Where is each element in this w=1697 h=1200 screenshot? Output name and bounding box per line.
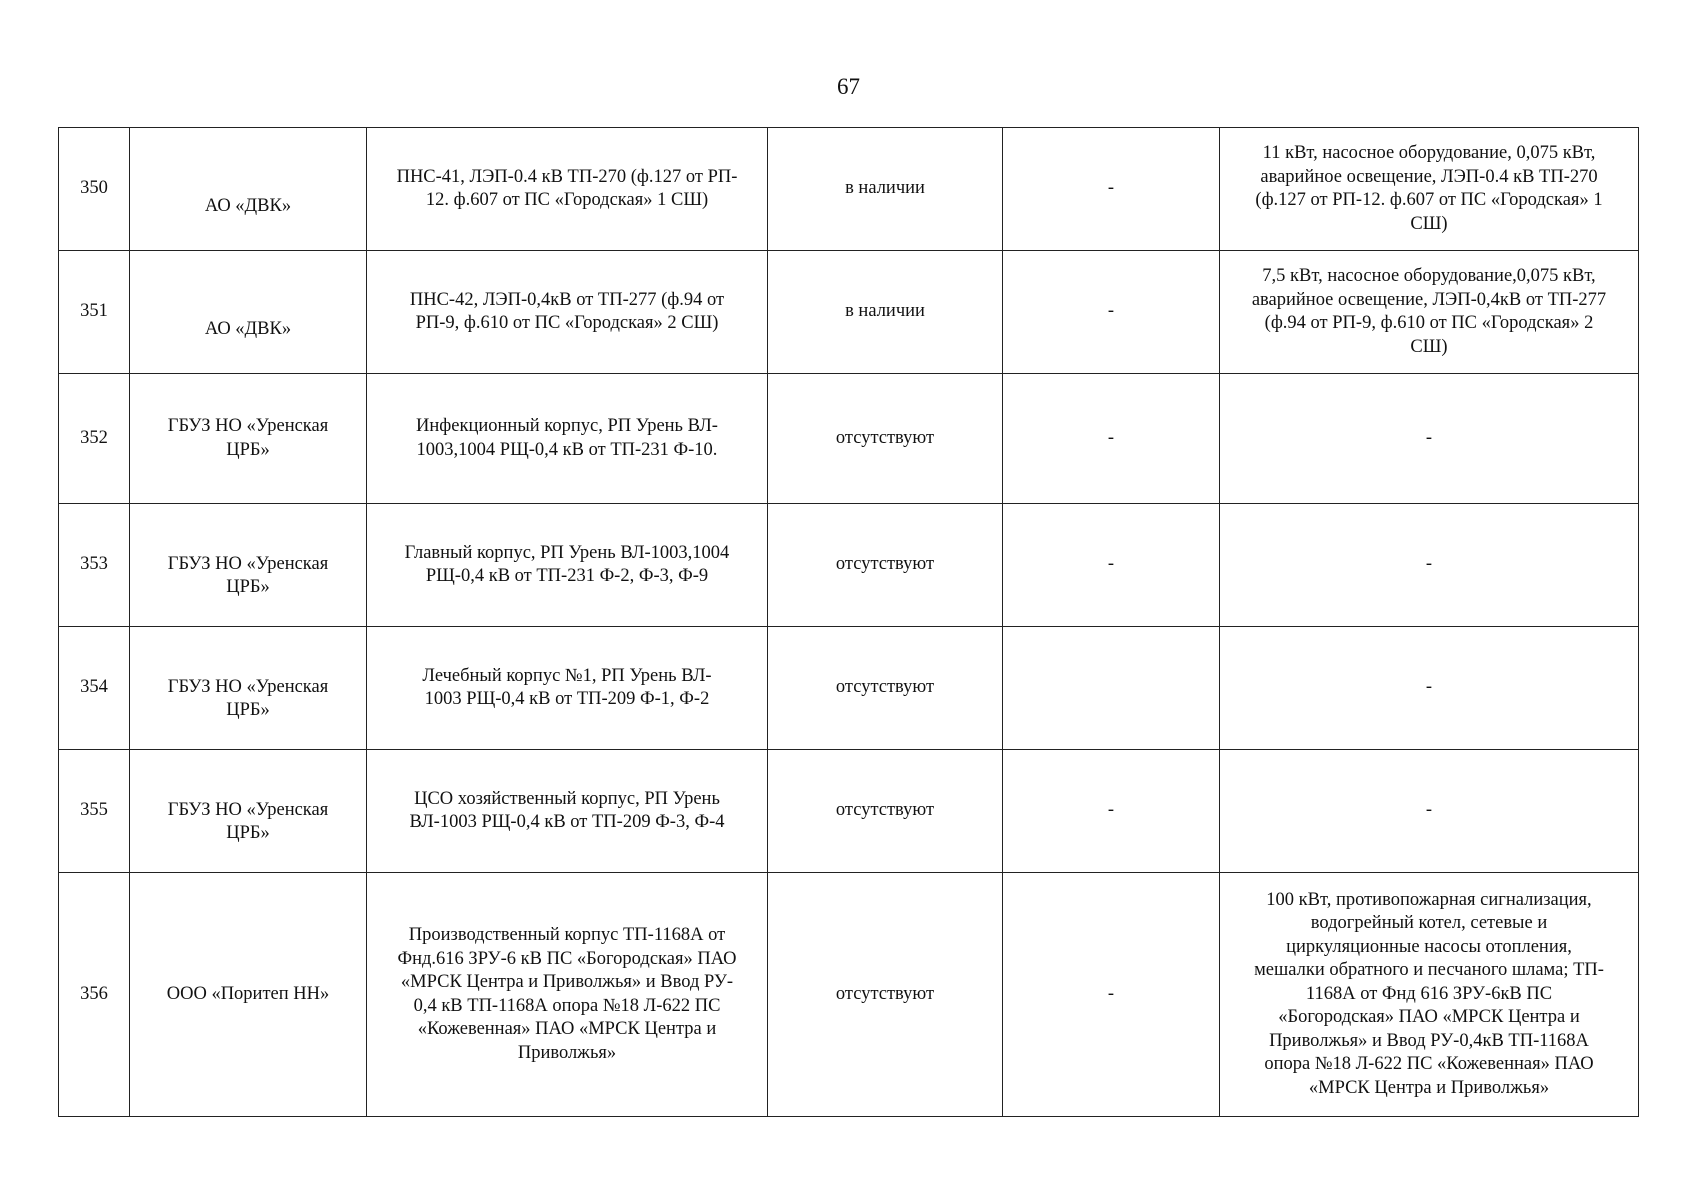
organization-cell: ГБУЗ НО «Уренская ЦРБ» xyxy=(130,750,367,873)
availability-cell: отсутствуют xyxy=(768,627,1003,750)
column-5-cell: - xyxy=(1003,251,1220,374)
column-5-cell: - xyxy=(1003,374,1220,504)
details-cell: 7,5 кВт, насосное оборудование,0,075 кВт, аварийное освещение, ЛЭП-0,4кВ от ТП-277 (ф.94 от РП-9, ф.610 от ПС «Городская» 2 СШ) xyxy=(1220,251,1639,374)
table-row xyxy=(59,374,1639,504)
availability-cell: отсутствуют xyxy=(768,374,1003,504)
table-row xyxy=(59,873,1639,1117)
object-cell: Главный корпус, РП Урень ВЛ-1003,1004 РЩ-0,4 кВ от ТП-231 Ф-2, Ф-3, Ф-9 xyxy=(367,504,768,627)
data-table xyxy=(58,127,1639,1117)
details-cell: - xyxy=(1220,504,1639,627)
row-number-cell: 356 xyxy=(59,873,130,1117)
table-row xyxy=(59,504,1639,627)
object-cell: Производственный корпус ТП-1168А от Фнд.616 ЗРУ-6 кВ ПС «Богородская» ПАО «МРСК Центра и Приволжья» и Ввод РУ- 0,4 кВ ТП-1168А опора №18 Л-622 ПС «Кожевенная» ПАО «МРСК Центра и Приволжья» xyxy=(367,873,768,1117)
table-row xyxy=(59,128,1639,251)
object-cell: ЦСО хозяйственный корпус, РП Урень ВЛ-1003 РЩ-0,4 кВ от ТП-209 Ф-3, Ф-4 xyxy=(367,750,768,873)
row-number-cell: 350 xyxy=(59,128,130,251)
column-5-cell: - xyxy=(1003,750,1220,873)
row-number-cell: 355 xyxy=(59,750,130,873)
object-cell: Лечебный корпус №1, РП Урень ВЛ- 1003 РЩ-0,4 кВ от ТП-209 Ф-1, Ф-2 xyxy=(367,627,768,750)
organization-cell: АО «ДВК» xyxy=(130,251,367,374)
details-cell: - xyxy=(1220,374,1639,504)
availability-cell: отсутствуют xyxy=(768,504,1003,627)
details-cell: - xyxy=(1220,750,1639,873)
row-number-cell: 354 xyxy=(59,627,130,750)
page-number: 67 xyxy=(837,74,860,99)
organization-cell: ГБУЗ НО «Уренская ЦРБ» xyxy=(130,374,367,504)
organization-cell: ООО «Поритеп НН» xyxy=(130,873,367,1117)
details-cell: 11 кВт, насосное оборудование, 0,075 кВт, аварийное освещение, ЛЭП-0.4 кВ ТП-270 (ф.127 от РП-12. ф.607 от ПС «Городская» 1 СШ) xyxy=(1220,128,1639,251)
details-cell: - xyxy=(1220,627,1639,750)
object-cell: Инфекционный корпус, РП Урень ВЛ- 1003,1004 РЩ-0,4 кВ от ТП-231 Ф-10. xyxy=(367,374,768,504)
object-cell: ПНС-41, ЛЭП-0.4 кВ ТП-270 (ф.127 от РП- 12. ф.607 от ПС «Городская» 1 СШ) xyxy=(367,128,768,251)
column-5-cell: - xyxy=(1003,504,1220,627)
table-row xyxy=(59,750,1639,873)
table-row xyxy=(59,251,1639,374)
availability-cell: отсутствуют xyxy=(768,873,1003,1117)
object-cell: ПНС-42, ЛЭП-0,4кВ от ТП-277 (ф.94 от РП-9, ф.610 от ПС «Городская» 2 СШ) xyxy=(367,251,768,374)
column-5-cell xyxy=(1003,627,1220,750)
row-number-cell: 353 xyxy=(59,504,130,627)
availability-cell: отсутствуют xyxy=(768,750,1003,873)
organization-cell: ГБУЗ НО «Уренская ЦРБ» xyxy=(130,504,367,627)
details-cell: 100 кВт, противопожарная сигнализация, водогрейный котел, сетевые и циркуляционные насосы отопления, мешалки обратного и песчаного шлама; ТП- 1168А от Фнд 616 ЗРУ-6кВ ПС «Богородская» ПАО «МРСК Центра и Приволжья» и Ввод РУ-0,4кВ ТП-1168А опора №18 Л-622 ПС «Кожевенная» ПАО «МРСК Центра и Приволжья» xyxy=(1220,873,1639,1117)
column-5-cell: - xyxy=(1003,873,1220,1117)
row-number-cell: 351 xyxy=(59,251,130,374)
column-5-cell: - xyxy=(1003,128,1220,251)
organization-cell: АО «ДВК» xyxy=(130,128,367,251)
organization-cell: ГБУЗ НО «Уренская ЦРБ» xyxy=(130,627,367,750)
table-row xyxy=(59,627,1639,750)
row-number-cell: 352 xyxy=(59,374,130,504)
availability-cell: в наличии xyxy=(768,251,1003,374)
availability-cell: в наличии xyxy=(768,128,1003,251)
